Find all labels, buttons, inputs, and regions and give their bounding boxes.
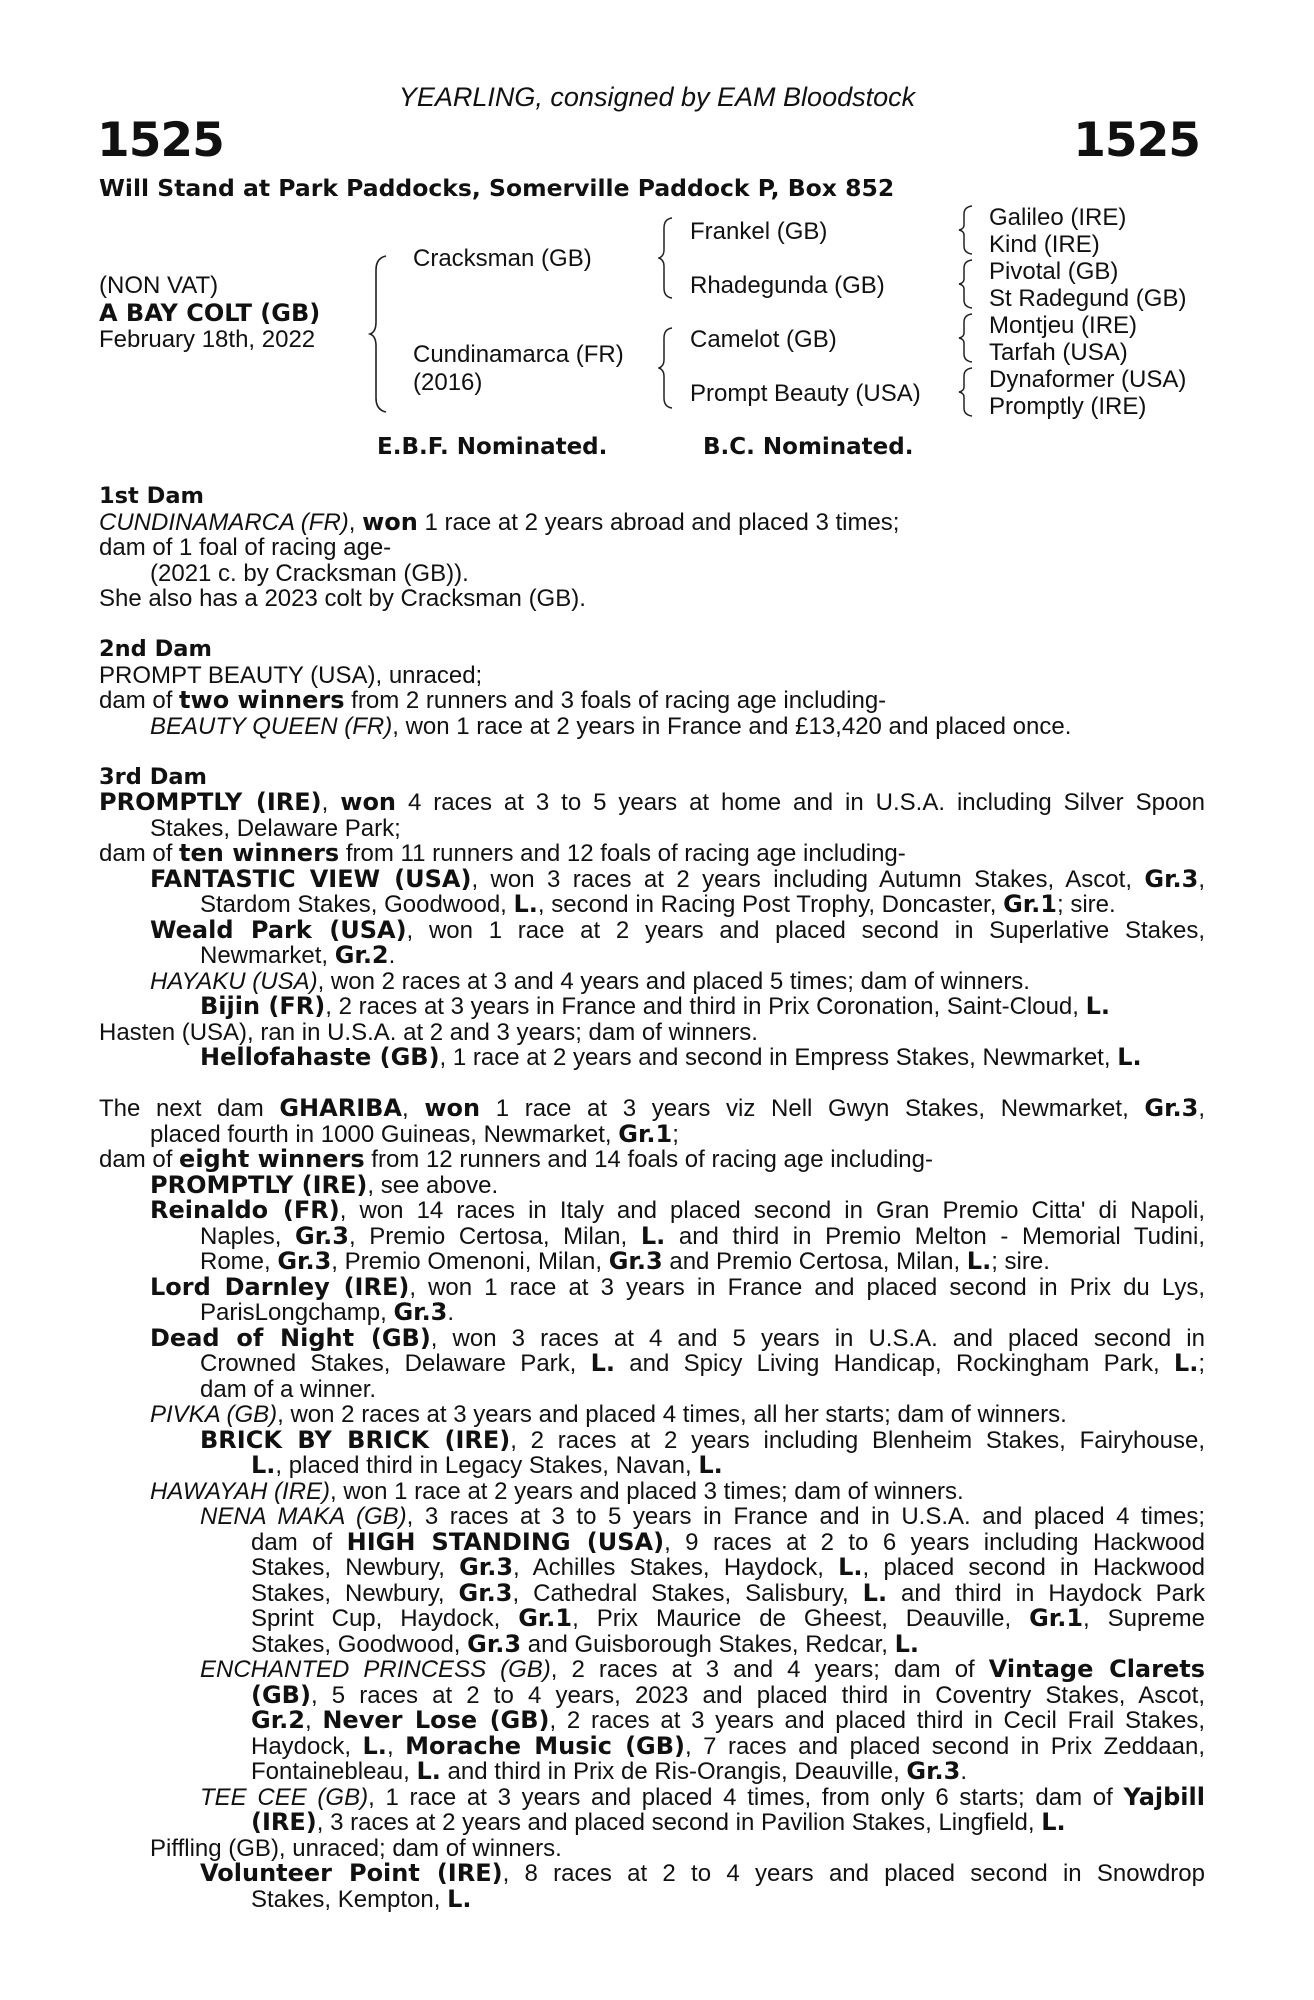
dam-dam: Prompt Beauty (USA) <box>690 380 921 407</box>
produce-line: Hellofahaste (GB), 1 race at 2 years and second in Empress Stakes, Newmarket, L. <box>200 1043 1142 1071</box>
produce-line: Gr.2, Never Lose (GB), 2 races at 3 years and placed third in Cecil Frail Stakes, <box>251 1706 1206 1734</box>
g3-montjeu: Montjeu (IRE) <box>989 312 1138 339</box>
produce-line: Reinaldo (FR), won 14 races in Italy and placed second in Gran Premio Citta' di Napoli, <box>150 1196 1206 1224</box>
pedigree-brace-g2 <box>958 258 974 310</box>
produce-line: Hasten (USA), ran in U.S.A. at 2 and 3 years; dam of winners. <box>99 1018 758 1046</box>
third-dam-heading: 3rd Dam <box>99 763 207 790</box>
dam: Cundinamarca (FR) <box>413 341 624 368</box>
produce-line: FANTASTIC VIEW (USA), won 3 races at 2 years including Autumn Stakes, Ascot, Gr.3, <box>150 864 1206 893</box>
produce-line: Fontainebleau, L. and third in Prix de Ris-Orangis, Deauville, Gr.3. <box>251 1757 968 1785</box>
g3-galileo: Galileo (IRE) <box>989 204 1127 231</box>
dam-sire: Camelot (GB) <box>690 326 837 353</box>
consignment-line: YEARLING, consigned by EAM Bloodstock <box>398 82 916 112</box>
produce-line: TEE CEE (GB), 1 race at 3 years and placed 4 times, from only 6 starts; dam of Yajbill <box>200 1782 1205 1811</box>
produce-line: Newmarket, Gr.2. <box>200 941 396 969</box>
next-dam-line: dam of eight winners from 12 runners and 14 foals of racing age including- <box>99 1145 933 1173</box>
pedigree-brace-dam <box>658 326 674 410</box>
produce-line: BRICK BY BRICK (IRE), 2 races at 2 years including Blenheim Stakes, Fairyhouse, <box>200 1425 1205 1454</box>
g3-st-radegund: St Radegund (GB) <box>989 285 1187 312</box>
sire-dam: Rhadegunda (GB) <box>690 272 885 299</box>
g3-pivotal: Pivotal (GB) <box>989 258 1119 285</box>
produce-line: Crowned Stakes, Delaware Park, L. and Spicy Living Handicap, Rockingham Park, L.; <box>200 1349 1206 1377</box>
lot-number-left: 1525 <box>97 113 224 168</box>
produce-line: Bijin (FR), 2 races at 3 years in France and third in Prix Coronation, Saint-Cloud, L. <box>200 992 1111 1020</box>
produce-line: dam of HIGH STANDING (USA), 9 races at 2 to 6 years including Hackwood <box>251 1527 1206 1556</box>
produce-line: HAWAYAH (IRE), won 1 race at 2 years and placed 3 times; dam of winners. <box>150 1477 964 1505</box>
vat-status: (NON VAT) <box>99 272 219 299</box>
third-dam-line: Stakes, Delaware Park; <box>150 814 401 842</box>
g3-promptly: Promptly (IRE) <box>989 393 1147 420</box>
first-dam-heading: 1st Dam <box>99 483 204 509</box>
bc-nomination: B.C. Nominated. <box>703 434 914 460</box>
produce-line: Piffling (GB), unraced; dam of winners. <box>150 1834 562 1862</box>
first-dam-line: dam of 1 foal of racing age- <box>99 534 392 561</box>
produce-line: Naples, Gr.3, Premio Certosa, Milan, L. and third in Premio Melton - Memorial Tudini, <box>200 1221 1205 1250</box>
next-dam-line: placed fourth in 1000 Guineas, Newmarket, Gr.1; <box>150 1119 679 1148</box>
next-dam-line: The next dam GHARIBA, won 1 race at 3 years viz Nell Gwyn Stakes, Newmarket, Gr.3, <box>99 1094 1205 1122</box>
produce-record <box>99 484 1205 1912</box>
sire: Cracksman (GB) <box>413 245 592 272</box>
g3-kind: Kind (IRE) <box>989 231 1100 258</box>
produce-line: Stakes, Newbury, Gr.3, Achilles Stakes, Haydock, L., placed second in Hackwood <box>251 1553 1206 1581</box>
dam-year: (2016) <box>413 369 483 396</box>
produce-line: Haydock, L., Morache Music (GB), 7 races and placed second in Prix Zeddaan, <box>251 1731 1205 1760</box>
second-dam-line: PROMPT BEAUTY (USA), unraced; <box>99 661 483 689</box>
pedigree-brace-main <box>368 254 390 414</box>
first-dam-line: She also has a 2023 colt by Cracksman (GB). <box>99 585 586 612</box>
ebf-nomination: E.B.F. Nominated. <box>377 434 608 460</box>
produce-line: NENA MAKA (GB), 3 races at 3 to 5 years in France and in U.S.A. and placed 4 times; <box>200 1503 1205 1530</box>
g3-dynaformer: Dynaformer (USA) <box>989 366 1187 393</box>
pedigree-brace-g4 <box>958 366 974 418</box>
foaling-date: February 18th, 2022 <box>99 326 316 353</box>
first-dam-foal: (2021 c. by Cracksman (GB)). <box>150 559 469 587</box>
produce-line: (GB), 5 races at 2 to 4 years, 2023 and placed third in Coventry Stakes, Ascot, <box>251 1680 1205 1709</box>
third-dam-line: dam of ten winners from 11 runners and 12 foals of racing age including- <box>99 839 906 867</box>
produce-line: PIVKA (GB), won 2 races at 3 years and placed 4 times, all her starts; dam of winners. <box>150 1401 1067 1428</box>
produce-line: Lord Darnley (IRE), won 1 race at 3 years in France and placed second in Prix du Lys, <box>150 1272 1205 1301</box>
produce-line: Stakes, Newbury, Gr.3, Cathedral Stakes, Salisbury, L. and third in Haydock Park <box>251 1578 1205 1607</box>
pedigree-brace-sire <box>658 216 674 300</box>
produce-line: Stakes, Kempton, L. <box>251 1884 472 1913</box>
produce-line: L., placed third in Legacy Stakes, Navan, L. <box>251 1451 723 1479</box>
produce-line: ENCHANTED PRINCESS (GB), 2 races at 3 and 4 years; dam of Vintage Clarets <box>200 1655 1205 1683</box>
pedigree-brace-g3 <box>958 312 974 364</box>
produce-line: Sprint Cup, Haydock, Gr.1, Prix Maurice de Gheest, Deauville, Gr.1, Supreme <box>251 1604 1206 1632</box>
sire-sire: Frankel (GB) <box>690 218 828 245</box>
second-dam-heading: 2nd Dam <box>99 636 212 662</box>
second-dam-line: dam of two winners from 2 runners and 3 foals of racing age including- <box>99 686 887 714</box>
third-dam-line: PROMPTLY (IRE), won 4 races at 3 to 5 years at home and in U.S.A. including Silver Spoon <box>99 788 1205 816</box>
produce-line: HAYAKU (USA), won 2 races at 3 and 4 years and placed 5 times; dam of winners. <box>150 967 1030 995</box>
horse-name: A BAY COLT (GB) <box>99 299 321 327</box>
pedigree-brace-g1 <box>958 204 974 256</box>
produce-line: Dead of Night (GB), won 3 races at 4 and 5 years in U.S.A. and placed second in <box>150 1323 1205 1352</box>
produce-line: PROMPTLY (IRE), see above. <box>150 1170 499 1199</box>
first-dam-line: CUNDINAMARCA (FR), won 1 race at 2 years abroad and placed 3 times; <box>99 507 900 536</box>
g3-tarfah: Tarfah (USA) <box>989 339 1128 366</box>
lot-number-right: 1525 <box>1073 113 1200 168</box>
produce-line: dam of a winner. <box>200 1375 377 1403</box>
produce-line: (IRE), 3 races at 2 years and placed second in Pavilion Stakes, Lingfield, L. <box>251 1808 1066 1836</box>
stand-location: Will Stand at Park Paddocks, Somerville Paddock P, Box 852 <box>99 174 895 202</box>
produce-line: Weald Park (USA), won 1 race at 2 years and placed second in Superlative Stakes, <box>150 915 1205 944</box>
second-dam-produce: BEAUTY QUEEN (FR), won 1 race at 2 years in France and £13,420 and placed once. <box>150 712 1072 740</box>
produce-line: ParisLongchamp, Gr.3. <box>200 1298 455 1326</box>
produce-line: Stardom Stakes, Goodwood, L., second in Racing Post Trophy, Doncaster, Gr.1; sire. <box>200 890 1116 918</box>
produce-line: Stakes, Goodwood, Gr.3 and Guisborough Stakes, Redcar, L. <box>251 1629 920 1658</box>
produce-line: Rome, Gr.3, Premio Omenoni, Milan, Gr.3 and Premio Certosa, Milan, L.; sire. <box>200 1247 1050 1275</box>
produce-line: Volunteer Point (IRE), 8 races at 2 to 4 years and placed second in Snowdrop <box>200 1859 1205 1887</box>
